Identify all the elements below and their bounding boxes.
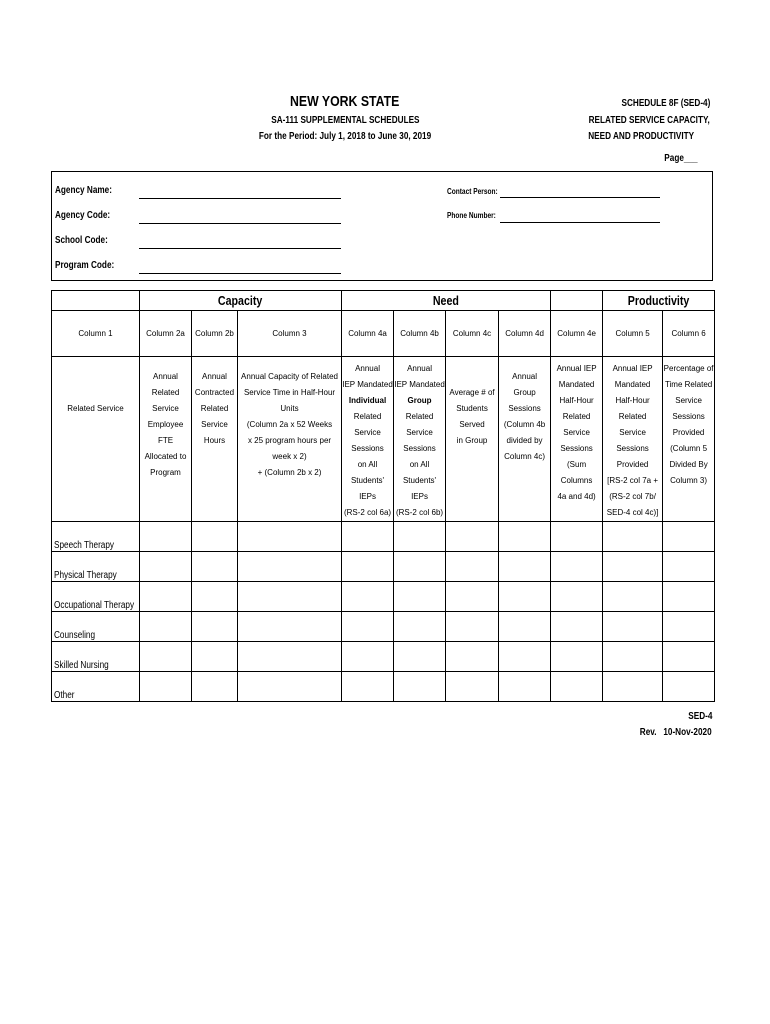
input-cell[interactable] — [342, 612, 394, 642]
input-cell[interactable] — [140, 672, 192, 702]
column-header: Column 3 — [238, 311, 342, 357]
table-row — [52, 642, 715, 672]
input-cell[interactable] — [342, 642, 394, 672]
input-cell[interactable] — [394, 522, 446, 552]
column-header: Column 4a — [342, 311, 394, 357]
input-cell[interactable] — [603, 582, 663, 612]
input-cell[interactable] — [446, 522, 499, 552]
capacity-need-table — [51, 290, 715, 702]
input-cell[interactable] — [192, 612, 238, 642]
revision-date: Rev. 10-Nov-2020 — [640, 727, 712, 738]
input-cell[interactable] — [238, 672, 342, 702]
input-cell[interactable] — [663, 582, 715, 612]
row-label-occupational-therapy: Occupational Therapy — [52, 582, 140, 612]
input-cell[interactable] — [394, 612, 446, 642]
desc-col4d: Annual Group Sessions (Column 4b divided by Column 4c) — [499, 357, 551, 522]
column-header: Column 5 — [603, 311, 663, 357]
input-cell[interactable] — [603, 552, 663, 582]
input-cell[interactable] — [238, 642, 342, 672]
desc-col4e: Annual IEP Mandated Half-Hour Related Service Sessions (Sum Columns 4a and 4d) — [551, 357, 603, 522]
input-cell[interactable] — [238, 612, 342, 642]
column-header: Column 4e — [551, 311, 603, 357]
input-cell[interactable] — [140, 642, 192, 672]
program-code-field[interactable] — [139, 273, 341, 274]
input-cell[interactable] — [499, 522, 551, 552]
row-label-other: Other — [52, 672, 140, 702]
input-cell[interactable] — [238, 582, 342, 612]
schedule-label: SCHEDULE 8F (SED-4) — [621, 98, 710, 109]
input-cell[interactable] — [140, 552, 192, 582]
input-cell[interactable] — [446, 642, 499, 672]
input-cell[interactable] — [394, 642, 446, 672]
row-label-physical-therapy: Physical Therapy — [52, 552, 140, 582]
input-cell[interactable] — [551, 582, 603, 612]
row-label-skilled-nursing: Skilled Nursing — [52, 642, 140, 672]
input-cell[interactable] — [446, 582, 499, 612]
input-cell[interactable] — [238, 552, 342, 582]
input-cell[interactable] — [551, 672, 603, 702]
row-label-speech-therapy: Speech Therapy — [52, 522, 140, 552]
input-cell[interactable] — [394, 672, 446, 702]
agency-name-label: Agency Name: — [55, 185, 112, 196]
row-label-counseling: Counseling — [52, 612, 140, 642]
input-cell[interactable] — [551, 522, 603, 552]
desc-col2b: Annual Contracted Related Service Hours — [192, 357, 238, 522]
column-header: Column 4d — [499, 311, 551, 357]
column-header: Column 4c — [446, 311, 499, 357]
input-cell[interactable] — [446, 672, 499, 702]
desc-col2a: Annual Related Service Employee FTE Allocated to Program — [140, 357, 192, 522]
column-header: Column 1 — [52, 311, 140, 357]
table-row — [52, 612, 715, 642]
input-cell[interactable] — [192, 642, 238, 672]
input-cell[interactable] — [551, 642, 603, 672]
input-cell[interactable] — [499, 612, 551, 642]
input-cell[interactable] — [603, 612, 663, 642]
schedule-title-line1: RELATED SERVICE CAPACITY, — [588, 115, 710, 126]
input-cell[interactable] — [140, 522, 192, 552]
input-cell[interactable] — [603, 522, 663, 552]
input-cell[interactable] — [140, 582, 192, 612]
input-cell[interactable] — [663, 642, 715, 672]
column-header: Column 6 — [663, 311, 715, 357]
input-cell[interactable] — [192, 582, 238, 612]
input-cell[interactable] — [499, 672, 551, 702]
desc-col6: Percentage of Time Related Service Sessions Provided (Column 5 Divided By Column 3) — [663, 357, 715, 522]
input-cell[interactable] — [499, 552, 551, 582]
form-period: For the Period: July 1, 2018 to June 30, 2019 — [258, 131, 432, 142]
input-cell[interactable] — [238, 522, 342, 552]
form-number: SED-4 — [687, 711, 712, 722]
input-cell[interactable] — [140, 612, 192, 642]
agency-info-box — [51, 171, 713, 281]
group-blank-2 — [551, 291, 603, 311]
input-cell[interactable] — [499, 582, 551, 612]
schedule-title-line2: NEED AND PRODUCTIVITY — [588, 131, 694, 142]
desc-col3: Annual Capacity of Related Service Time in Half-Hour Units (Column 2a x 52 Weeks x 25 program hours per week x 2) + (Column 2b x 2) — [238, 357, 342, 522]
input-cell[interactable] — [663, 672, 715, 702]
input-cell[interactable] — [663, 552, 715, 582]
contact-person-label: Contact Person: — [447, 187, 498, 196]
input-cell[interactable] — [446, 552, 499, 582]
desc-col5: Annual IEP Mandated Half-Hour Related Service Sessions Provided [RS-2 col 7a + (RS-2 col 7b/ SED-4 col 4c)] — [603, 357, 663, 522]
input-cell[interactable] — [663, 612, 715, 642]
form-title: NEW YORK STATE — [290, 93, 400, 110]
column-header: Column 2a — [140, 311, 192, 357]
school-code-label: School Code: — [55, 235, 108, 246]
group-blank — [52, 291, 140, 311]
input-cell[interactable] — [342, 582, 394, 612]
input-cell[interactable] — [342, 552, 394, 582]
input-cell[interactable] — [192, 672, 238, 702]
group-need: Need — [342, 291, 551, 311]
input-cell[interactable] — [192, 552, 238, 582]
school-code-field[interactable] — [139, 248, 341, 249]
page-number: Page___ — [664, 153, 698, 164]
agency-code-label: Agency Code: — [55, 210, 111, 221]
contact-person-field[interactable] — [500, 197, 660, 198]
group-capacity: Capacity — [140, 291, 342, 311]
input-cell[interactable] — [663, 522, 715, 552]
form-subtitle: SA-111 SUPPLEMENTAL SCHEDULES — [270, 115, 420, 126]
input-cell[interactable] — [446, 612, 499, 642]
desc-col4a: Annual IEP Mandated Individual Related Service Sessions on All Students' IEPs (RS-2 col 6a) — [342, 357, 394, 522]
agency-code-field[interactable] — [139, 223, 341, 224]
input-cell[interactable] — [192, 522, 238, 552]
table-row — [52, 552, 715, 582]
input-cell[interactable] — [394, 552, 446, 582]
input-cell[interactable] — [551, 552, 603, 582]
input-cell[interactable] — [394, 582, 446, 612]
input-cell[interactable] — [342, 522, 394, 552]
desc-col4c: Average # of Students Served in Group — [446, 357, 499, 522]
agency-name-field[interactable] — [139, 198, 341, 199]
input-cell[interactable] — [342, 672, 394, 702]
table-row — [52, 522, 715, 552]
phone-number-field[interactable] — [500, 222, 660, 223]
input-cell[interactable] — [551, 612, 603, 642]
input-cell[interactable] — [603, 642, 663, 672]
column-header: Column 2b — [192, 311, 238, 357]
program-code-label: Program Code: — [55, 260, 115, 271]
input-cell[interactable] — [499, 642, 551, 672]
table-row — [52, 672, 715, 702]
phone-number-label: Phone Number: — [447, 211, 496, 220]
desc-col4b: Annual IEP Mandated Group Related Service Sessions on All Students' IEPs (RS-2 col 6b) — [394, 357, 446, 522]
table-row — [52, 582, 715, 612]
desc-col1: Related Service — [52, 357, 140, 522]
group-productivity: Productivity — [603, 291, 715, 311]
input-cell[interactable] — [603, 672, 663, 702]
column-header: Column 4b — [394, 311, 446, 357]
